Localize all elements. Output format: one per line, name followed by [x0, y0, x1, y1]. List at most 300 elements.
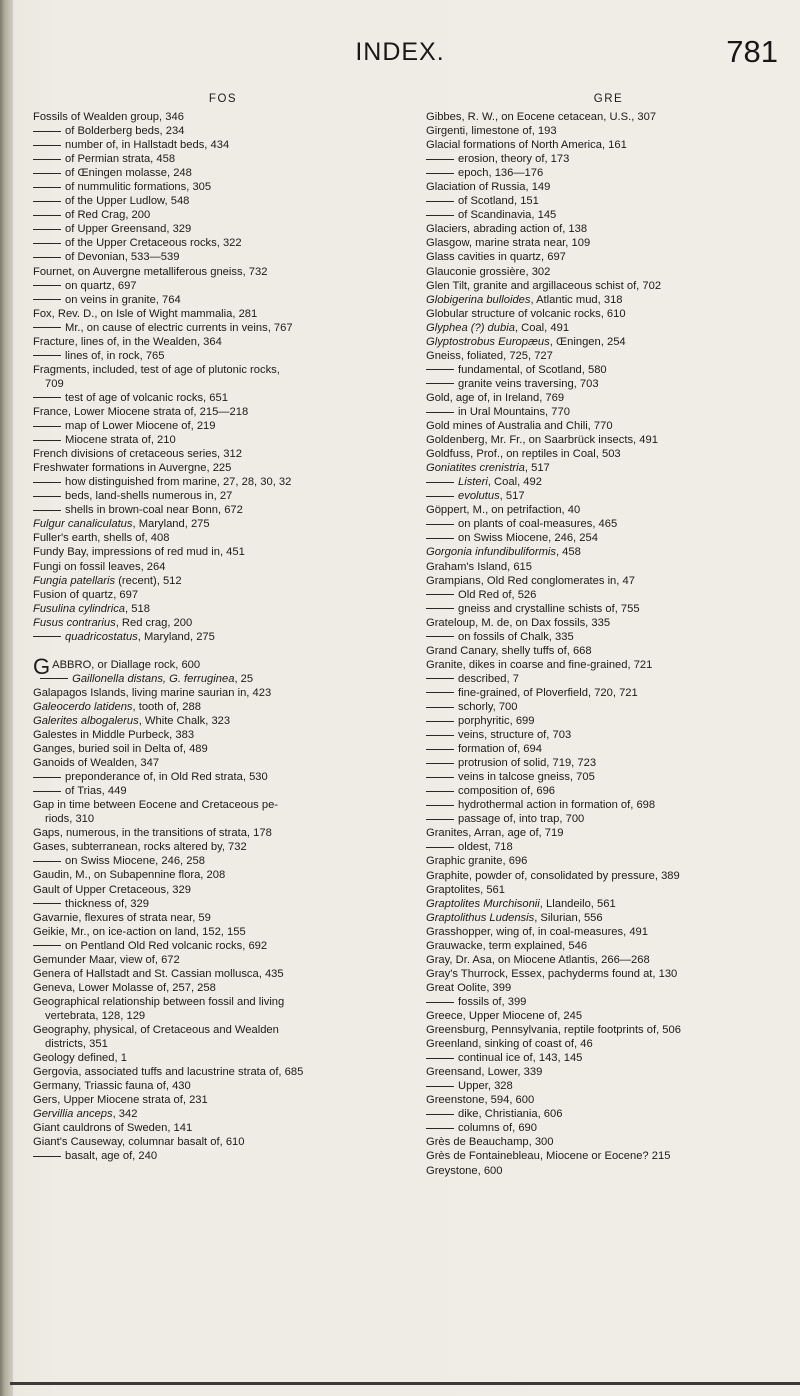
- entry-text: Gorgonia infundibuliformis, 458: [426, 546, 581, 559]
- entry-text: Greece, Upper Miocene of, 245: [426, 1010, 583, 1022]
- entry-text: Germany, Triassic fauna of, 430: [33, 1080, 191, 1093]
- ditto-dash: [426, 707, 454, 708]
- entry-text: on Pentland Old Red volcanic rocks, 692: [65, 939, 268, 952]
- entry-text: Miocene strata of, 210: [65, 434, 176, 447]
- ditto-dash: [33, 131, 61, 132]
- ditto-dash: [426, 1058, 454, 1059]
- entry-text: erosion, theory of, 173: [458, 153, 570, 166]
- index-entry: [33, 798, 413, 812]
- entry-text: Ganges, buried soil in Delta of, 489: [33, 743, 208, 756]
- index-entry: [33, 194, 413, 208]
- entry-text: Glyphea (?) dubia, Coal, 491: [426, 321, 570, 334]
- ditto-dash: [33, 299, 61, 300]
- entry-text: Gneiss, foliated, 725, 727: [426, 349, 553, 362]
- entry-text: composition of, 696: [458, 785, 556, 798]
- ditto-dash: [33, 159, 61, 160]
- entry-text: of Devonian, 533—539: [65, 251, 180, 264]
- entry-text: Greenstone, 594, 600: [426, 1094, 535, 1107]
- ditto-dash: [426, 412, 454, 413]
- entry-text: preponderance of, in Old Red strata, 530: [65, 771, 268, 784]
- index-entry: [33, 925, 413, 939]
- index-entry: [426, 531, 791, 545]
- index-entry: [426, 728, 791, 742]
- entry-text: number of, in Hallstadt beds, 434: [65, 139, 230, 152]
- entry-text: of Trias, 449: [65, 785, 127, 798]
- index-entry: [33, 503, 413, 517]
- index-entry: [33, 967, 413, 981]
- index-entry: [426, 265, 791, 279]
- entry-text: continual ice of, 143, 145: [458, 1052, 583, 1065]
- ditto-dash: [426, 173, 454, 174]
- entry-text: granite veins traversing, 703: [458, 377, 599, 390]
- entry-text: France, Lower Miocene strata of, 215—218: [33, 405, 249, 418]
- entry-text: Greensburg, Pennsylvania, reptile footprints of, 506: [426, 1024, 681, 1037]
- ditto-dash: [40, 678, 68, 679]
- index-entry: [33, 447, 413, 461]
- entry-text: Gault of Upper Cretaceous, 329: [33, 883, 191, 896]
- entry-text: Graphite, powder of, consolidated by pressure, 389: [426, 869, 680, 882]
- entry-text: beds, land-shells numerous in, 27: [65, 490, 233, 503]
- entry-text: veins, structure of, 703: [458, 729, 572, 742]
- entry-text: evolutus, 517: [458, 490, 525, 503]
- ditto-dash: [33, 777, 61, 778]
- ditto-dash: [426, 201, 454, 202]
- entry-text: of Red Crag, 200: [65, 209, 151, 222]
- index-entry: [426, 391, 791, 405]
- entry-text: test of age of volcanic rocks, 651: [65, 391, 228, 404]
- entry-text: Geography, physical, of Cretaceous and Wealden: [33, 1024, 279, 1036]
- index-entry: [426, 138, 791, 152]
- entry-text: protrusion of solid, 719, 723: [458, 757, 597, 770]
- index-entry: [33, 981, 413, 995]
- entry-text: epoch, 136—176: [458, 167, 544, 180]
- ditto-dash: [33, 791, 61, 792]
- index-entry: [426, 854, 791, 868]
- index-entry: [33, 714, 413, 728]
- index-entry: [426, 236, 791, 250]
- entry-text: Fossils of Wealden group, 346: [33, 111, 184, 123]
- column-heading-left: FOS: [208, 93, 238, 105]
- ditto-dash: [33, 1156, 61, 1157]
- index-entry: [33, 461, 413, 475]
- index-entry: [426, 1107, 791, 1121]
- index-entry: [426, 953, 791, 967]
- drop-cap: G: [33, 653, 51, 679]
- index-entry: [426, 377, 791, 391]
- entry-text: dike, Christiania, 606: [458, 1108, 563, 1121]
- index-entry: [33, 953, 413, 967]
- entry-text: described, 7: [458, 672, 519, 685]
- ditto-dash: [426, 159, 454, 160]
- index-entry: [426, 293, 791, 307]
- entry-text: Graptolithus Ludensis, Silurian, 556: [426, 911, 603, 924]
- index-entry: [33, 110, 413, 124]
- index-entry: [426, 475, 791, 489]
- index-entry: [33, 812, 413, 826]
- index-entry: [426, 770, 791, 784]
- index-entry: [426, 911, 791, 925]
- entry-text: on quartz, 697: [65, 279, 137, 292]
- index-entry: [33, 236, 413, 250]
- index-entry: [33, 1093, 413, 1107]
- entry-text: oldest, 718: [458, 841, 513, 854]
- entry-text: Göppert, M., on petrifaction, 40: [426, 504, 581, 517]
- entry-text: Gap in time between Eocene and Cretaceous pe-: [33, 799, 279, 812]
- entry-text: Glass cavities in quartz, 697: [426, 251, 566, 264]
- entry-text: Great Oolite, 399: [426, 981, 512, 994]
- index-entry: [426, 1149, 791, 1163]
- entry-text: Goniatites crenistria, 517: [426, 462, 550, 475]
- section-gap: [33, 644, 413, 658]
- ditto-dash: [33, 187, 61, 188]
- index-entry: [33, 574, 413, 588]
- index-entry: [426, 812, 791, 826]
- index-entry: [33, 911, 413, 925]
- ditto-dash: [426, 383, 454, 384]
- entry-text: Girgenti, limestone of, 193: [426, 125, 557, 138]
- entry-text: Grand Canary, shelly tuffs of, 668: [426, 644, 592, 657]
- entry-text: Goldenberg, Mr. Fr., on Saarbrück insects, 491: [426, 434, 658, 447]
- ditto-dash: [33, 510, 61, 511]
- index-entry: [426, 939, 791, 953]
- entries-right: [426, 110, 791, 1178]
- ditto-dash: [426, 1114, 454, 1115]
- index-entry: [33, 208, 413, 222]
- ditto-dash: [426, 678, 454, 679]
- entry-text: Greensand, Lower, 339: [426, 1066, 543, 1079]
- ditto-dash: [426, 538, 454, 539]
- entry-text: Greenland, sinking of coast of, 46: [426, 1038, 593, 1051]
- ditto-dash: [426, 594, 454, 595]
- index-entry: [426, 574, 791, 588]
- entry-text: on plants of coal-measures, 465: [458, 518, 618, 531]
- index-entry: [426, 1079, 791, 1093]
- index-entry: [33, 279, 413, 293]
- entry-text: Glaciation of Russia, 149: [426, 181, 551, 194]
- index-entry: [33, 742, 413, 756]
- index-entry: [33, 1051, 413, 1065]
- entry-text: Globigerina bulloides, Atlantic mud, 318: [426, 293, 623, 306]
- index-entry: [426, 194, 791, 208]
- index-entry: [33, 166, 413, 180]
- index-entry: [33, 222, 413, 236]
- entry-text: schorly, 700: [458, 700, 518, 713]
- entry-text: Gergovia, associated tuffs and lacustrine strata of, 685: [33, 1066, 304, 1079]
- index-entry: [426, 1135, 791, 1149]
- ditto-dash: [426, 791, 454, 792]
- index-entry: [426, 897, 791, 911]
- entry-text: Geology defined, 1: [33, 1052, 127, 1065]
- entry-text: Mr., on cause of electric currents in veins, 767: [65, 321, 293, 334]
- index-entry: [33, 517, 413, 531]
- entry-text: Giant cauldrons of Sweden, 141: [33, 1122, 193, 1135]
- index-entry: [33, 250, 413, 264]
- entry-text: Globular structure of volcanic rocks, 610: [426, 307, 626, 320]
- entry-text: on Swiss Miocene, 246, 258: [65, 855, 205, 868]
- entry-text: Fusulina cylindrica, 518: [33, 602, 150, 615]
- index-entry: [426, 826, 791, 840]
- ditto-dash: [33, 173, 61, 174]
- entry-text: Old Red of, 526: [458, 588, 537, 601]
- index-entry: [33, 1079, 413, 1093]
- ditto-dash: [426, 215, 454, 216]
- entry-text: Gray's Thurrock, Essex, pachyderms found at, 130: [426, 967, 678, 980]
- ditto-dash: [33, 945, 61, 946]
- index-entry: [426, 560, 791, 574]
- index-entry: [426, 756, 791, 770]
- entry-text: fine-grained, of Ploverfield, 720, 721: [458, 686, 638, 699]
- entry-text: Glen Tilt, granite and argillaceous schist of, 702: [426, 279, 662, 292]
- ditto-dash: [426, 524, 454, 525]
- ditto-dash: [33, 243, 61, 244]
- entry-text: Grès de Fontainebleau, Miocene or Eocene? 215: [426, 1150, 671, 1163]
- entry-text: of Scandinavia, 145: [458, 209, 557, 222]
- ditto-dash: [426, 763, 454, 764]
- entry-text: Graham's Island, 615: [426, 560, 532, 573]
- index-entry: [33, 180, 413, 194]
- ditto-dash: [33, 440, 61, 441]
- index-entry: [426, 658, 791, 672]
- entry-text: Gaps, numerous, in the transitions of strata, 178: [33, 827, 272, 840]
- index-entry: [426, 588, 791, 602]
- ditto-dash: [426, 482, 454, 483]
- entry-text: vertebrata, 128, 129: [45, 1009, 146, 1022]
- index-entry: [33, 616, 413, 630]
- entry-text: how distinguished from marine, 27, 28, 30, 32: [65, 476, 292, 489]
- entry-text: French divisions of cretaceous series, 312: [33, 448, 242, 461]
- index-entry: [33, 1135, 413, 1149]
- entry-text: Greystone, 600: [426, 1164, 503, 1177]
- index-entry: [33, 1121, 413, 1135]
- ditto-dash: [426, 721, 454, 722]
- ditto-dash: [33, 327, 61, 328]
- index-entry: [426, 405, 791, 419]
- index-entry: [426, 419, 791, 433]
- entry-text: Galerites albogalerus, White Chalk, 323: [33, 714, 231, 727]
- entry-text: Fournet, on Auvergne metalliferous gneiss, 732: [33, 265, 268, 278]
- column-heading-right: GRE: [593, 93, 624, 105]
- entry-text: Gibbes, R. W., on Eocene cetacean, U.S., 307: [426, 111, 657, 123]
- index-entry: [426, 321, 791, 335]
- entry-text: Freshwater formations in Auvergne, 225: [33, 462, 232, 475]
- entry-text: 709: [45, 377, 64, 390]
- entry-text: map of Lower Miocene of, 219: [65, 420, 216, 433]
- ditto-dash: [426, 636, 454, 637]
- index-entry: [426, 461, 791, 475]
- index-entry: [33, 335, 413, 349]
- index-entry: [33, 560, 413, 574]
- index-entry: [426, 503, 791, 517]
- entry-text: on fossils of Chalk, 335: [458, 630, 574, 643]
- ditto-dash: [426, 1128, 454, 1129]
- index-entry: [33, 307, 413, 321]
- entry-text: of the Upper Cretaceous rocks, 322: [65, 237, 242, 250]
- index-entry: [33, 840, 413, 854]
- index-entry: [426, 1009, 791, 1023]
- index-entry: [426, 798, 791, 812]
- index-entry: [426, 335, 791, 349]
- bottom-rule: [10, 1382, 800, 1385]
- index-entry: [426, 1037, 791, 1051]
- ditto-dash: [426, 1002, 454, 1003]
- entry-text: of nummulitic formations, 305: [65, 181, 212, 194]
- entry-text: Gold mines of Australia and Chili, 770: [426, 420, 613, 433]
- index-entry: [33, 588, 413, 602]
- index-entry: [426, 616, 791, 630]
- ditto-dash: [33, 145, 61, 146]
- entry-text: Gervillia anceps, 342: [33, 1108, 138, 1121]
- entry-text: of Permian strata, 458: [65, 153, 176, 166]
- entry-text: Galeocerdo latidens, tooth of, 288: [33, 700, 201, 713]
- entry-text: fossils of, 399: [458, 995, 527, 1008]
- ditto-dash: [426, 819, 454, 820]
- entry-text: Granites, Arran, age of, 719: [426, 827, 564, 840]
- entry-text: on Swiss Miocene, 246, 254: [458, 532, 598, 545]
- index-entry: [33, 1065, 413, 1079]
- index-entry: [33, 545, 413, 559]
- index-entry: [426, 672, 791, 686]
- entry-text: Gaillonella distans, G. ferruginea, 25: [72, 672, 254, 685]
- entry-text: Fusus contrarius, Red crag, 200: [33, 616, 193, 629]
- page-title: INDEX.: [355, 38, 445, 66]
- ditto-dash: [33, 257, 61, 258]
- entry-text: Upper, 328: [458, 1080, 513, 1093]
- entry-text: Listeri, Coal, 492: [458, 476, 542, 489]
- ditto-dash: [33, 496, 61, 497]
- index-entry: [426, 644, 791, 658]
- entry-text: formation of, 694: [458, 743, 542, 756]
- ditto-dash: [426, 1086, 454, 1087]
- index-entry: [426, 883, 791, 897]
- entry-text: Grampians, Old Red conglomerates in, 47: [426, 574, 635, 587]
- index-entry: [426, 1121, 791, 1135]
- entry-text: lines of, in rock, 765: [65, 349, 165, 362]
- index-entry: [426, 1023, 791, 1037]
- index-entry: [426, 307, 791, 321]
- ditto-dash: [426, 847, 454, 848]
- entry-text: Grès de Beauchamp, 300: [426, 1136, 554, 1149]
- index-entry: [33, 897, 413, 911]
- entry-text: Genera of Hallstadt and St. Cassian mollusca, 435: [33, 967, 284, 980]
- index-entry: [426, 1051, 791, 1065]
- entry-text: shells in brown-coal near Bonn, 672: [65, 504, 243, 517]
- index-entry: [33, 700, 413, 714]
- entry-text: Grauwacke, term explained, 546: [426, 939, 588, 952]
- entry-text: Fusion of quartz, 697: [33, 588, 139, 601]
- index-entry: [426, 433, 791, 447]
- entry-text: Fungi on fossil leaves, 264: [33, 560, 166, 573]
- entry-text: in Ural Mountains, 770: [458, 405, 570, 418]
- index-entry: [33, 995, 413, 1009]
- index-entry: [426, 363, 791, 377]
- ditto-dash: [33, 482, 61, 483]
- entry-text: Fuller's earth, shells of, 408: [33, 532, 170, 545]
- entry-text: districts, 351: [45, 1038, 108, 1051]
- entry-text: Grateloup, M. de, on Dax fossils, 335: [426, 616, 611, 629]
- entry-text: Gray, Dr. Asa, on Miocene Atlantis, 266—268: [426, 953, 650, 966]
- entry-text: Galestes in Middle Purbeck, 383: [33, 729, 195, 742]
- index-entry: [33, 770, 413, 784]
- ditto-dash: [426, 692, 454, 693]
- ditto-dash: [33, 426, 61, 427]
- entry-text: Gavarnie, flexures of strata near, 59: [33, 911, 211, 924]
- index-entry: [426, 686, 791, 700]
- ditto-dash: [426, 735, 454, 736]
- index-entry: [426, 925, 791, 939]
- entry-text: Graphic granite, 696: [426, 855, 528, 868]
- entry-text: Geographical relationship between fossil and living: [33, 995, 285, 1008]
- ditto-dash: [33, 229, 61, 230]
- entry-text: Glaciers, abrading action of, 138: [426, 223, 588, 236]
- index-entry: [33, 419, 413, 433]
- entry-text: Fracture, lines of, in the Wealden, 364: [33, 335, 222, 348]
- index-entry: [33, 686, 413, 700]
- entry-text: riods, 310: [45, 813, 95, 826]
- ditto-dash: [426, 369, 454, 370]
- entry-text: Geneva, Lower Molasse of, 257, 258: [33, 981, 216, 994]
- index-entry: [426, 981, 791, 995]
- index-entry: [33, 433, 413, 447]
- entry-text: thickness of, 329: [65, 897, 149, 910]
- entry-text: hydrothermal action in formation of, 698: [458, 799, 656, 812]
- entry-text: quadricostatus, Maryland, 275: [65, 630, 215, 643]
- ditto-dash: [33, 355, 61, 356]
- entry-text: on veins in granite, 764: [65, 293, 181, 306]
- index-entry: [426, 166, 791, 180]
- entry-text: Fox, Rev. D., on Isle of Wight mammalia, 281: [33, 307, 258, 320]
- entry-text: gneiss and crystalline schists of, 755: [458, 602, 640, 615]
- index-entry: [33, 672, 413, 686]
- book-spine-shadow: [0, 0, 13, 1396]
- ditto-dash: [426, 749, 454, 750]
- entry-text: fundamental, of Scotland, 580: [458, 363, 607, 376]
- entry-text: Goldfuss, Prof., on reptiles in Coal, 503: [426, 448, 621, 461]
- page-number: 781: [726, 34, 778, 69]
- index-entry: [426, 869, 791, 883]
- entry-text: Gemunder Maar, view of, 672: [33, 953, 180, 966]
- index-entry: [33, 939, 413, 953]
- ditto-dash: [33, 215, 61, 216]
- index-entry: [33, 630, 413, 644]
- entry-text: Gers, Upper Miocene strata of, 231: [33, 1094, 208, 1107]
- index-entry: [33, 531, 413, 545]
- index-entry: [426, 995, 791, 1009]
- ditto-dash: [33, 861, 61, 862]
- index-entry: [33, 1023, 413, 1037]
- index-entry: [33, 138, 413, 152]
- entry-text: Ganoids of Wealden, 347: [33, 757, 160, 770]
- index-entry: [426, 152, 791, 166]
- index-entry: [33, 475, 413, 489]
- index-entry: [33, 784, 413, 798]
- index-entry: [426, 110, 791, 124]
- entry-text: Geikie, Mr., on ice-action on land, 152, 155: [33, 925, 246, 938]
- index-entry: [33, 265, 413, 279]
- index-entry: [426, 714, 791, 728]
- entry-text: of Bolderberg beds, 234: [65, 125, 185, 138]
- index-entry: [426, 447, 791, 461]
- entries-left: [33, 110, 413, 1163]
- index-entry: [426, 1164, 791, 1178]
- index-entry: [426, 1093, 791, 1107]
- index-entry: [426, 124, 791, 138]
- index-entry: [33, 826, 413, 840]
- ditto-dash: [426, 777, 454, 778]
- index-entry: [426, 250, 791, 264]
- entry-text: Glauconie grossière, 302: [426, 265, 551, 278]
- entry-text: veins in talcose gneiss, 705: [458, 771, 595, 784]
- entry-text: Glyptostrobus Europæus, Œningen, 254: [426, 335, 626, 348]
